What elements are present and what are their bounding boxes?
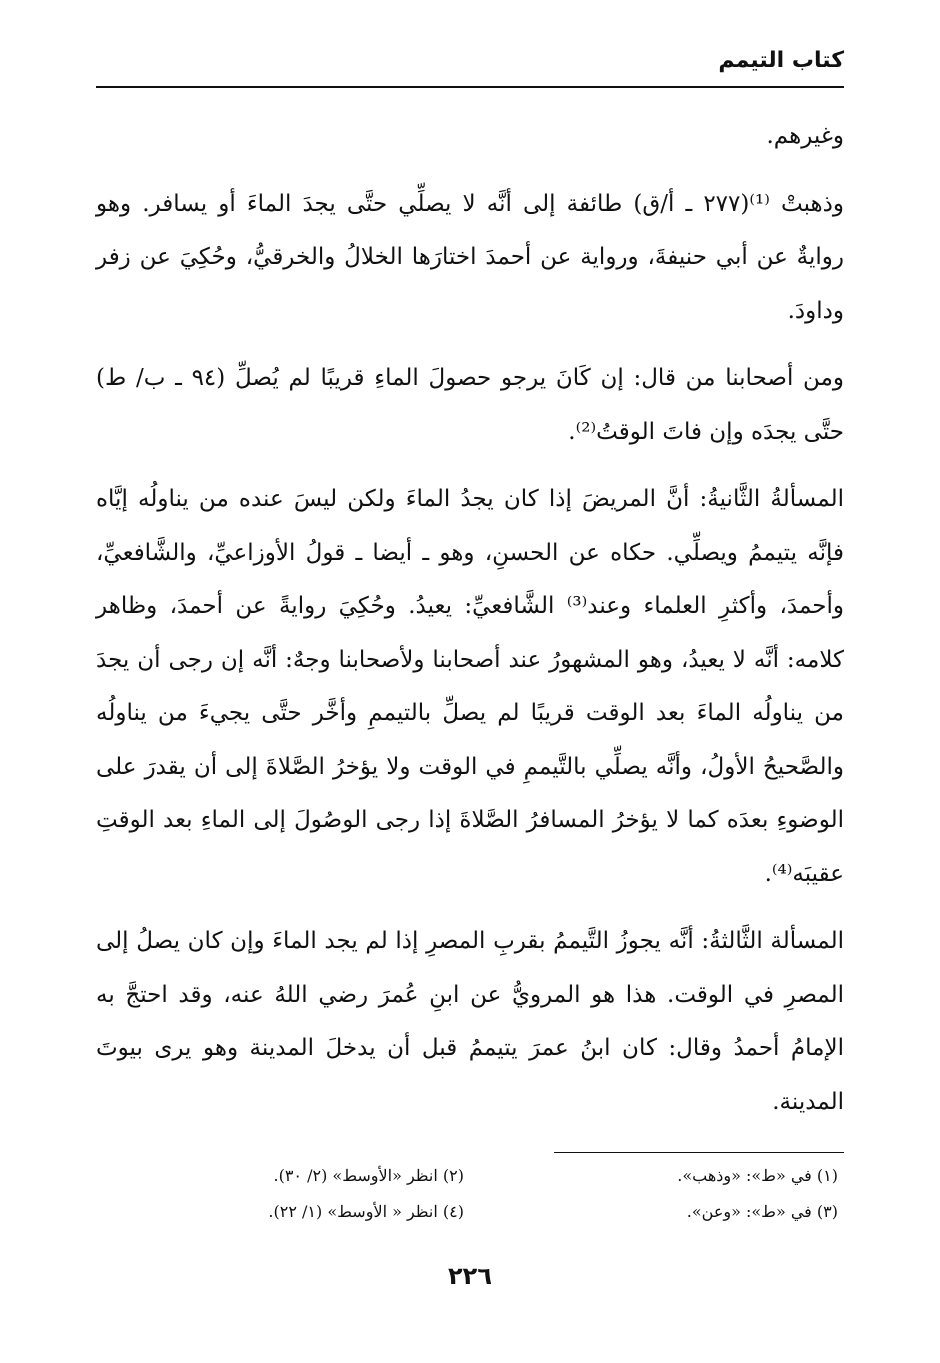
footnotes xyxy=(96,1162,844,1226)
page-number: ٢٢٦ xyxy=(448,1262,492,1290)
paragraph: ومن أصحابنا من قال: إن كَانَ يرجو حصولَ الماءِ قريبًا لم يُصلِّ (٩٤ ـ ب/ ط) حتَّى يجدَه وإن فاتَ الوقتُ⁽²⁾. xyxy=(96,365,844,445)
footnote-item: (١) في «ط»: «وذهب». xyxy=(677,1166,838,1185)
footnote-item: (٢) انظر «الأوسط» (٢/ ٣٠). xyxy=(273,1166,464,1185)
running-header xyxy=(96,42,844,88)
paragraph: المسألةُ الثَّانيةُ: أنَّ المريضَ إذا كان يجدُ الماءَ ولكن ليسَ عنده من يناولُه إيَّاه فإنَّه يتيممُ ويصلِّي. حكاه عن الحسنِ، وهو ـ أيضا ـ قولُ الأوزاعيِّ، والشَّافعيِّ، وأحمدَ، وأكثرِ العلماء وعند⁽³⁾ الشَّافعيِّ: يعيدُ. وحُكِيَ روايةً عن أحمدَ، وظاهر كلامه: أنَّه لا يعيدُ، وهو المشهورُ عند أصحابنا ولأصحابنا وجهٌ: أنَّه إن رجى أن يجدَ من يناولُه الماءَ بعد الوقت قريبًا لم يصلِّ بالتيممِ وأخَّر حتَّى يجيءَ من يناولُه والصَّحيحُ الأولُ، وأنَّه يصلِّي بالتَّيممِ في الوقت ولا يؤخرُ الصَّلاةَ إلى أن يقدرَ على الوضوءِ بعدَه كما لا يؤخرُ المسافرُ الصَّلاةَ إذا رجى الوصُولَ إلى الماءِ بعد الوقتِ عقيبَه⁽⁴⁾. xyxy=(96,486,844,887)
footnote-item: (٤) انظر « الأوسط» (١/ ٢٢). xyxy=(268,1202,464,1221)
chapter-title: كتاب التيمم xyxy=(718,48,844,73)
paragraph: وذهبتْ ⁽¹⁾(٢٧٧ ـ أ/ق) طائفة إلى أنَّه لا يصلِّي حتَّى يجدَ الماءَ أو يسافر. وهو روايةٌ عن أبي حنيفةَ، ورواية عن أحمدَ اختارَها الخلالُ والخرقيُّ، وحُكِيَ عن زفر وداودَ. xyxy=(96,190,844,324)
main-text xyxy=(96,110,844,1143)
footnote-divider xyxy=(554,1152,844,1153)
paragraph: وغيرهم. xyxy=(766,123,844,149)
paragraph: المسألة الثَّالثةُ: أنَّه يجوزُ التَّيممُ بقربِ المصرِ إذا لم يجد الماءَ وإن كان يصلُ إلى المصرِ في الوقت. هذا هو المرويُّ عن ابنِ عُمرَ رضي اللهُ عنه، وقد احتجَّ به الإمامُ أحمدُ وقال: كان ابنُ عمرَ يتيممُ قبل أن يدخلَ المدينة وهو يرى بيوتَ المدينة. xyxy=(96,928,844,1115)
footnote-item: (٣) في «ط»: «وعن». xyxy=(686,1202,838,1221)
